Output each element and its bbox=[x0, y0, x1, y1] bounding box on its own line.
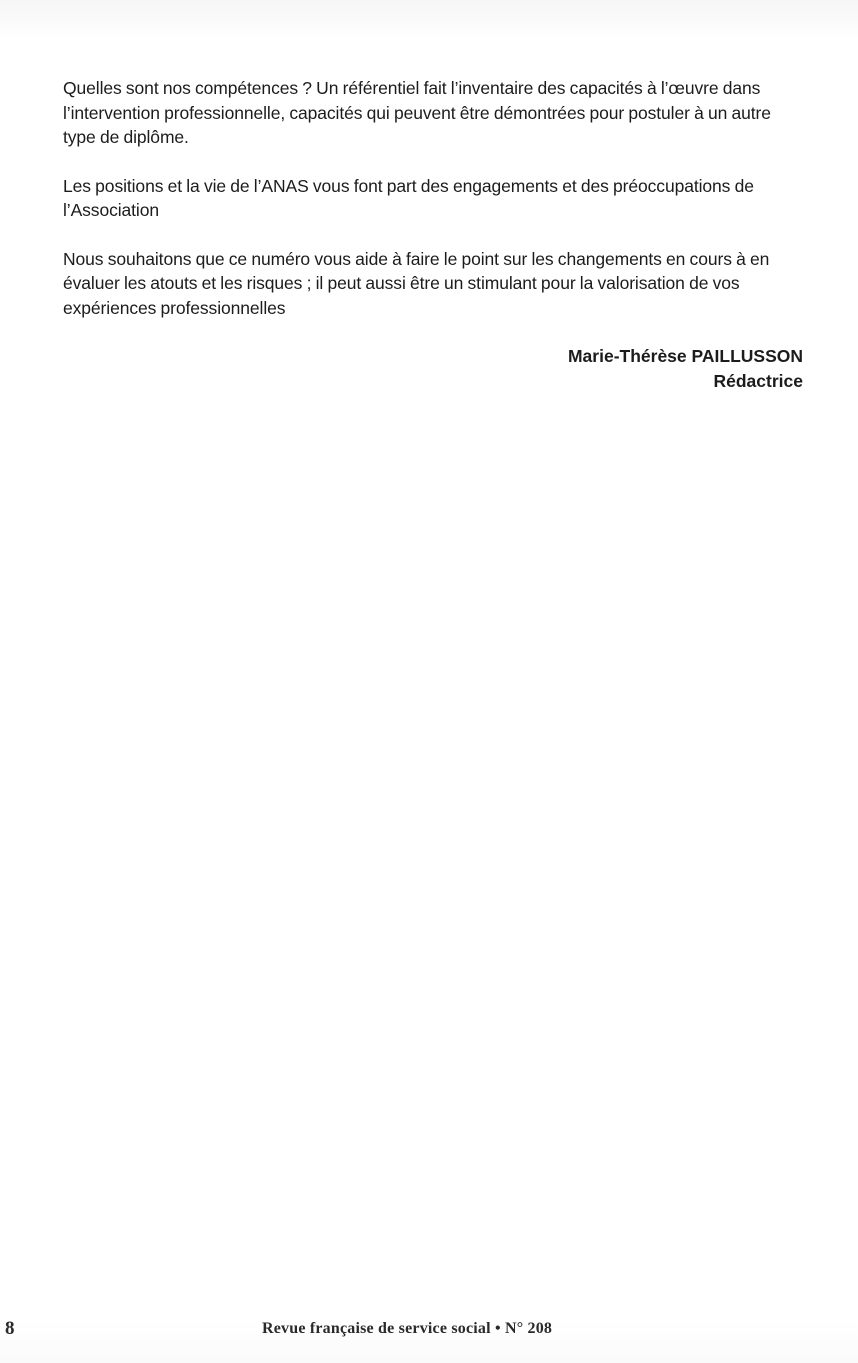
paragraph-anas: Les positions et la vie de l’ANAS vous font part des engagements et des préoccupations de l’Association bbox=[63, 175, 754, 220]
signature-role: Rédactrice bbox=[713, 371, 803, 391]
signature-block bbox=[63, 344, 803, 394]
page-number: 8 bbox=[5, 1318, 15, 1339]
article-body bbox=[63, 76, 803, 394]
signature-name: Marie-Thérèse PAILLUSSON bbox=[567, 346, 803, 366]
journal-title: Revue française de service social • N° 208 bbox=[262, 1320, 553, 1337]
paragraph-souhaits: Nous souhaitons que ce numéro vous aide à faire le point sur les changements en cours à en évaluer les atouts et les risques ; il peut aussi être un stimulant pour la valorisation de vos expériences professionnelles bbox=[63, 248, 770, 318]
page-footer bbox=[0, 1318, 858, 1342]
paragraph-competences: Quelles sont nos compétences ? Un référentiel fait l’inventaire des capacités à l’œuvre dans l’intervention professionnelle, capacités qui peuvent être démontrées pour postuler à un autre type de diplôme. bbox=[63, 78, 771, 147]
